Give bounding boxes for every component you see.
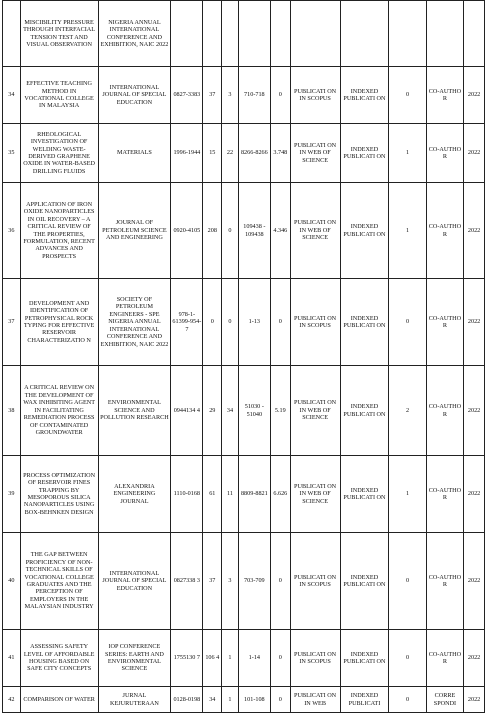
- volume-cell: [203, 1, 222, 67]
- row-number-cell: 36: [3, 183, 21, 279]
- publication-year-cell: 2022: [464, 630, 485, 687]
- journal-name-cell: ENVIRONMENTAL SCIENCE AND POLLUTION RESEARCH: [98, 366, 171, 456]
- journal-name-cell: JOURNAL OF PETROLEUM SCIENCE AND ENGINEERING: [98, 183, 171, 279]
- publication-title-cell: DEVELOPMENT AND IDENTIFICATION OF PETROPHYSICAL ROCK TYPING FOR EFFECTIVE RESERVOIR CHARACTERIZATIO N: [20, 279, 98, 366]
- table-row: [3, 67, 485, 124]
- publication-category-cell: INDEXED PUBLICATI ON: [340, 366, 389, 456]
- issn-cell: 978-1-61399-954-7: [171, 279, 203, 366]
- journal-name-cell: ALEXANDRIA ENGINEERING JOURNAL: [98, 456, 171, 533]
- volume-cell: 0: [203, 279, 222, 366]
- author-role-cell: CO-AUTHO R: [426, 630, 463, 687]
- volume-cell: 34: [203, 687, 222, 713]
- volume-cell: 37: [203, 67, 222, 124]
- issue-cell: 3: [222, 67, 239, 124]
- pages-cell: 109438 - 109438: [238, 183, 270, 279]
- indexing-cell: PUBLICATI ON IN SCOPUS: [290, 279, 340, 366]
- table-row: [3, 366, 485, 456]
- impact-factor-cell: 0: [270, 67, 290, 124]
- indexing-cell: PUBLICATI ON IN SCOPUS: [290, 67, 340, 124]
- publication-category-cell: [340, 1, 389, 67]
- journal-name-cell: MATERIALS: [98, 124, 171, 183]
- row-number-cell: 35: [3, 124, 21, 183]
- publication-year-cell: 2022: [464, 183, 485, 279]
- volume-cell: 29: [203, 366, 222, 456]
- publication-category-cell: INDEXED PUBLICATI ON: [340, 456, 389, 533]
- row-number-cell: 41: [3, 630, 21, 687]
- volume-cell: 15: [203, 124, 222, 183]
- publications-table: [2, 0, 485, 713]
- author-role-cell: [426, 1, 463, 67]
- impact-factor-cell: 0: [270, 630, 290, 687]
- pages-cell: 8809-8821: [238, 456, 270, 533]
- impact-factor-cell: [270, 1, 290, 67]
- table-row: [3, 687, 485, 713]
- citation-count-cell: 1: [389, 124, 426, 183]
- volume-cell: 61: [203, 456, 222, 533]
- issn-cell: 0920-4105: [171, 183, 203, 279]
- issue-cell: 11: [222, 456, 239, 533]
- table-row: [3, 533, 485, 630]
- row-number-cell: [3, 1, 21, 67]
- publication-title-cell: RHEOLOGICAL INVESTIGATION OF WELDING WASTE-DERIVED GRAPHENE OXIDE IN WATER-BASED DRILLING FLUIDS: [20, 124, 98, 183]
- publication-title-cell: THE GAP BETWEEN PROFICIENCY OF NON-TECHNICAL SKILLS OF VOCATIONAL COLLEGE GRADUATES AND THE PERCEPTION OF EMPLOYERS IN THE MALAYSIAN INDUSTRY: [20, 533, 98, 630]
- indexing-cell: PUBLICATI ON IN SCOPUS: [290, 533, 340, 630]
- pages-cell: 8266-8266: [238, 124, 270, 183]
- author-role-cell: CORRE SPONDI: [426, 687, 463, 713]
- author-role-cell: CO-AUTHO R: [426, 183, 463, 279]
- impact-factor-cell: 0: [270, 533, 290, 630]
- indexing-cell: PUBLICATI ON IN WEB: [290, 687, 340, 713]
- indexing-cell: PUBLICATI ON IN WEB OF SCIENCE: [290, 183, 340, 279]
- citation-count-cell: 1: [389, 183, 426, 279]
- publication-year-cell: [464, 1, 485, 67]
- publication-year-cell: 2022: [464, 687, 485, 713]
- impact-factor-cell: 5.19: [270, 366, 290, 456]
- issn-cell: [171, 1, 203, 67]
- publication-list-page: [2, 0, 485, 713]
- pages-cell: 51030 - 51040: [238, 366, 270, 456]
- row-number-cell: 42: [3, 687, 21, 713]
- publication-category-cell: INDEXED PUBLICATI ON: [340, 183, 389, 279]
- issue-cell: 34: [222, 366, 239, 456]
- impact-factor-cell: 6.626: [270, 456, 290, 533]
- author-role-cell: CO-AUTHO R: [426, 533, 463, 630]
- issn-cell: 0128-0198: [171, 687, 203, 713]
- issn-cell: 1110-0168: [171, 456, 203, 533]
- publication-category-cell: INDEXED PUBLICATI ON: [340, 279, 389, 366]
- author-role-cell: CO-AUTHO R: [426, 124, 463, 183]
- volume-cell: 106 4: [203, 630, 222, 687]
- indexing-cell: PUBLICATI ON IN SCOPUS: [290, 630, 340, 687]
- journal-name-cell: NIGERIA ANNUAL INTERNATIONAL CONFERENCE AND EXHIBITION, NAIC 2022: [98, 1, 171, 67]
- issue-cell: 1: [222, 630, 239, 687]
- row-number-cell: 37: [3, 279, 21, 366]
- citation-count-cell: [389, 1, 426, 67]
- issue-cell: 0: [222, 279, 239, 366]
- indexing-cell: PUBLICATI ON IN WEB OF SCIENCE: [290, 366, 340, 456]
- publication-category-cell: INDEXED PUBLICATI ON: [340, 67, 389, 124]
- pages-cell: 1-14: [238, 630, 270, 687]
- indexing-cell: PUBLICATI ON IN WEB OF SCIENCE: [290, 456, 340, 533]
- publications-table-body: [3, 1, 485, 713]
- journal-name-cell: JURNAL KEJURUTERAAN: [98, 687, 171, 713]
- table-row: [3, 630, 485, 687]
- issue-cell: 1: [222, 687, 239, 713]
- row-number-cell: 34: [3, 67, 21, 124]
- citation-count-cell: 1: [389, 456, 426, 533]
- journal-name-cell: INTERNATIONAL JOURNAL OF SPECIAL EDUCATION: [98, 67, 171, 124]
- impact-factor-cell: 0: [270, 687, 290, 713]
- publication-title-cell: APPLICATION OF IRON OXIDE NANOPARTICLES IN OIL RECOVERY – A CRITICAL REVIEW OF THE PROPERTIES, FORMULATION, RECENT ADVANCES AND PROSPECTS: [20, 183, 98, 279]
- publication-year-cell: 2022: [464, 67, 485, 124]
- publication-title-cell: ASSESSING SAFETY LEVEL OF AFFORDABLE HOUSING BASED ON SAFE CITY CONCEPTS: [20, 630, 98, 687]
- pages-cell: [238, 1, 270, 67]
- journal-name-cell: INTERNATIONAL JOURNAL OF SPECIAL EDUCATION: [98, 533, 171, 630]
- issue-cell: 0: [222, 183, 239, 279]
- citation-count-cell: 0: [389, 67, 426, 124]
- publication-category-cell: INDEXED PUBLICATI ON: [340, 630, 389, 687]
- issn-cell: 0827-3383: [171, 67, 203, 124]
- table-row: [3, 124, 485, 183]
- author-role-cell: CO-AUTHO R: [426, 456, 463, 533]
- citation-count-cell: 0: [389, 533, 426, 630]
- publication-year-cell: 2022: [464, 279, 485, 366]
- row-number-cell: 40: [3, 533, 21, 630]
- publication-year-cell: 2022: [464, 366, 485, 456]
- table-row: [3, 456, 485, 533]
- table-row: [3, 1, 485, 67]
- impact-factor-cell: 3.748: [270, 124, 290, 183]
- citation-count-cell: 0: [389, 687, 426, 713]
- citation-count-cell: 0: [389, 279, 426, 366]
- publication-category-cell: INDEXED PUBLICATI: [340, 687, 389, 713]
- issn-cell: 1996-1944: [171, 124, 203, 183]
- issn-cell: 1755130 7: [171, 630, 203, 687]
- issue-cell: 3: [222, 533, 239, 630]
- indexing-cell: PUBLICATI ON IN WEB OF SCIENCE: [290, 124, 340, 183]
- publication-title-cell: PROCESS OPTIMIZATION OF RESERVOIR FINES TRAPPING BY MESOPOROUS SILICA NANOPARTICLES USING BOX-BEHNKEN DESIGN: [20, 456, 98, 533]
- pages-cell: 703-709: [238, 533, 270, 630]
- publication-category-cell: INDEXED PUBLICATI ON: [340, 124, 389, 183]
- table-row: [3, 183, 485, 279]
- pages-cell: 1-13: [238, 279, 270, 366]
- publication-year-cell: 2022: [464, 124, 485, 183]
- publication-title-cell: A CRITICAL REVIEW ON THE DEVELOPMENT OF WAX INHIBITING AGENT IN FACILITATING REMEDIATION PROCESS OF CONTAMINATED GROUNDWATER: [20, 366, 98, 456]
- journal-name-cell: SOCIETY OF PETROLEUM ENGINEERS - SPE NIGERIA ANNUAL INTERNATIONAL CONFERENCE AND EXHIBITION, NAIC 2022: [98, 279, 171, 366]
- issue-cell: [222, 1, 239, 67]
- pages-cell: 101-108: [238, 687, 270, 713]
- publication-title-cell: EFFECTIVE TEACHING METHOD IN VOCATIONAL COLLEGE IN MALAYSIA: [20, 67, 98, 124]
- impact-factor-cell: 0: [270, 279, 290, 366]
- table-row: [3, 279, 485, 366]
- publication-year-cell: 2022: [464, 533, 485, 630]
- volume-cell: 208: [203, 183, 222, 279]
- citation-count-cell: 0: [389, 630, 426, 687]
- author-role-cell: CO-AUTHO R: [426, 366, 463, 456]
- issue-cell: 22: [222, 124, 239, 183]
- row-number-cell: 39: [3, 456, 21, 533]
- journal-name-cell: IOP CONFERENCE SERIES: EARTH AND ENVIRONMENTAL SCIENCE: [98, 630, 171, 687]
- publication-year-cell: 2022: [464, 456, 485, 533]
- issn-cell: 0827338 3: [171, 533, 203, 630]
- issn-cell: 0944134 4: [171, 366, 203, 456]
- citation-count-cell: 2: [389, 366, 426, 456]
- publication-category-cell: INDEXED PUBLICATI ON: [340, 533, 389, 630]
- author-role-cell: CO-AUTHO R: [426, 67, 463, 124]
- publication-title-cell: MISCIBILITY PRESSURE THROUGH INTERFACIAL TENSION TEST AND VISUAL OBSERVATION: [20, 1, 98, 67]
- volume-cell: 37: [203, 533, 222, 630]
- publication-title-cell: COMPARISON OF WATER: [20, 687, 98, 713]
- indexing-cell: [290, 1, 340, 67]
- author-role-cell: CO-AUTHO R: [426, 279, 463, 366]
- row-number-cell: 38: [3, 366, 21, 456]
- impact-factor-cell: 4.346: [270, 183, 290, 279]
- pages-cell: 710-718: [238, 67, 270, 124]
